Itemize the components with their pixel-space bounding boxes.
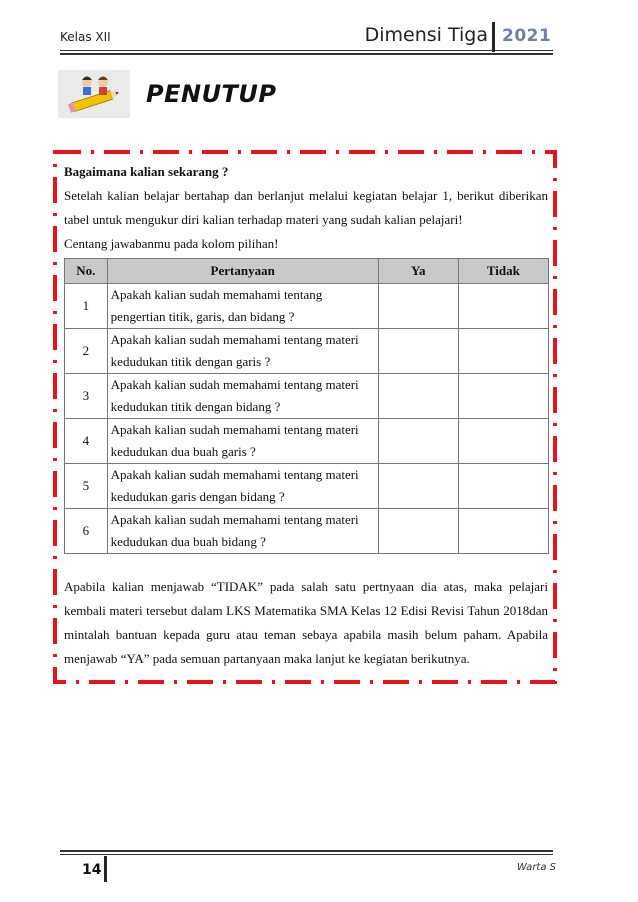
row-number: 1 [65,284,108,329]
class-label: Kelas XII [60,30,111,44]
page-number: 14 [82,862,102,878]
closing-paragraph: Apabila kalian menjawab “TIDAK” pada salah satu pertnyaan dia atas, maka pelajari kembali materi tersebut dalam LKS Matematika SMA Kelas 12 Edisi Revisi Tahun 2018dan mintalah bantuan kepada guru atau teman sebaya apabila masih belum paham. Apabila menjawab “YA” pada semuan partanyaan maka lanjut ke kegiatan berikutnya. [64,579,548,666]
no-checkbox-cell[interactable] [458,509,548,554]
question-line: Apakah kalian sudah memahami tentang materi [110,512,359,527]
table-row [65,329,549,374]
question-line: pengertian titik, garis, dan bidang ? [110,309,295,324]
header-no: No. [65,259,108,284]
row-number: 2 [65,329,108,374]
table-header-row [65,259,549,284]
header-no-answer: Tidak [458,259,548,284]
row-question [107,374,378,419]
yes-checkbox-cell[interactable] [378,329,458,374]
question-line: Apakah kalian sudah memahami tentang materi [110,422,359,437]
question-line: Apakah kalian sudah memahami tentang materi [110,332,359,347]
reflection-question: Bagaimana kalian sekarang ? [64,164,229,179]
row-number: 6 [65,509,108,554]
yes-checkbox-cell[interactable] [378,284,458,329]
footer-rule [60,850,553,852]
question-line: kedudukan dua buah garis ? [110,444,256,459]
students-pencil-icon [58,70,130,118]
header-yes: Ya [378,259,458,284]
row-question [107,419,378,464]
header-question: Pertanyaan [107,259,378,284]
no-checkbox-cell[interactable] [458,374,548,419]
no-checkbox-cell[interactable] [458,464,548,509]
table-row [65,284,549,329]
question-line: Apakah kalian sudah memahami tentang materi [110,467,359,482]
header-rule [60,50,553,51]
row-question [107,284,378,329]
no-checkbox-cell[interactable] [458,419,548,464]
chapter-title: Dimensi Tiga [364,24,488,46]
footer-rule [60,854,553,855]
question-line: Apakah kalian sudah memahami tentang materi [110,377,359,392]
question-line: kedudukan titik dengan garis ? [110,354,271,369]
row-number: 4 [65,419,108,464]
table-row [65,464,549,509]
row-number: 3 [65,374,108,419]
header-rule [60,53,553,55]
reflection-content [64,160,548,554]
header-separator [492,22,495,52]
row-question [107,509,378,554]
row-question [107,464,378,509]
section-title: PENUTUP [146,80,277,108]
table-row [65,509,549,554]
yes-checkbox-cell[interactable] [378,374,458,419]
question-line: kedudukan dua buah bidang ? [110,534,266,549]
yes-checkbox-cell[interactable] [378,464,458,509]
table-row [65,419,549,464]
yes-checkbox-cell[interactable] [378,509,458,554]
self-assessment-table [64,258,549,554]
row-question [107,329,378,374]
author-name: Warta S [516,862,556,873]
no-checkbox-cell[interactable] [458,284,548,329]
footer-separator [104,856,107,882]
year-label: 2021 [502,26,552,46]
instruction-text: Centang jawabanmu pada kolom pilihan! [64,236,279,251]
intro-paragraph: Setelah kalian belajar bertahap dan berlanjut melalui kegiatan belajar 1, berikut diberikan tabel untuk mengukur diri kalian terhadap materi yang sudah kalian pelajari! [64,188,548,227]
question-line: Apakah kalian sudah memahami tentang [110,287,323,302]
yes-checkbox-cell[interactable] [378,419,458,464]
row-number: 5 [65,464,108,509]
question-line: kedudukan garis dengan bidang ? [110,489,285,504]
no-checkbox-cell[interactable] [458,329,548,374]
question-line: kedudukan titik dengan bidang ? [110,399,281,414]
table-row [65,374,549,419]
